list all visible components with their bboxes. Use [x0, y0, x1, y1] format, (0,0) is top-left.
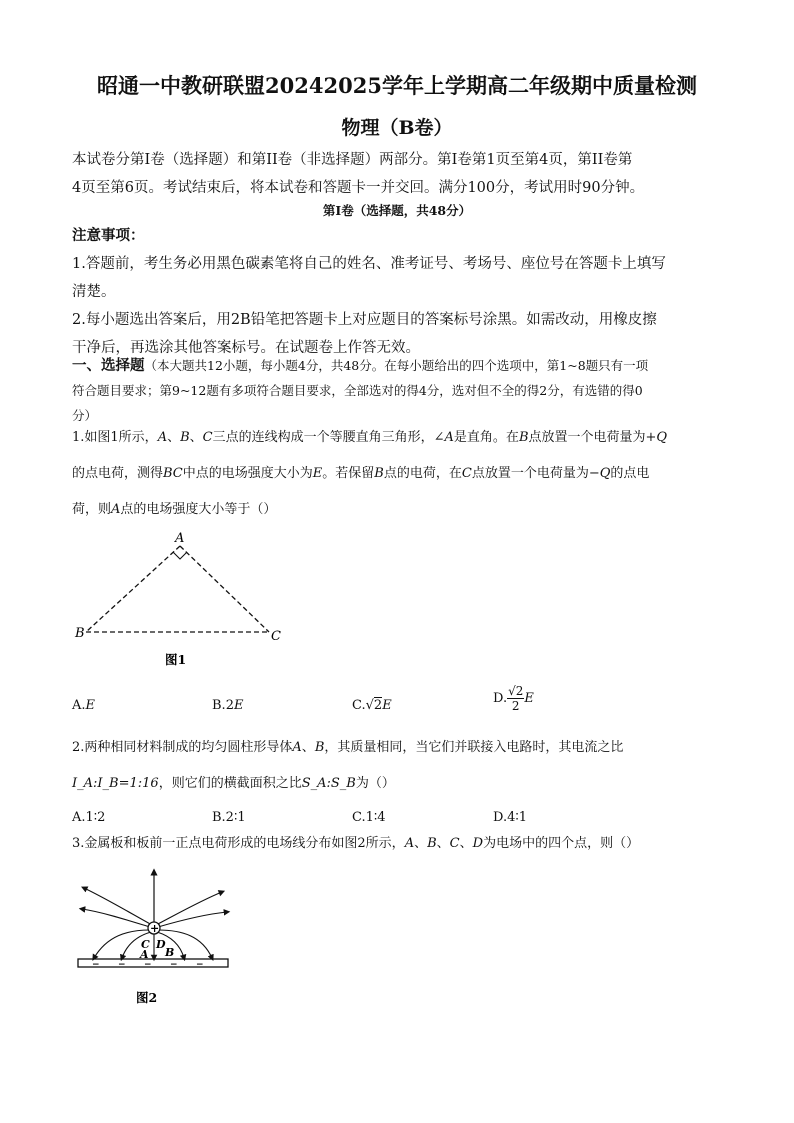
q2-option-a: A.1∶2	[72, 810, 106, 825]
metal-plate	[78, 959, 228, 967]
figure-1-caption: 图1	[165, 652, 187, 667]
q1-option-a: A.E	[72, 698, 96, 713]
question-2-text: 2.两种相同材料制成的均匀圆柱形导体A、B，其质量相同，当它们并联接入电路时，其电流之比 I_A:I_B=1:16，则它们的横截面积之比S_A:S_B为（）	[72, 740, 624, 791]
section1-heading: 一、选择题	[72, 357, 145, 374]
positive-charge-sign: +	[150, 922, 160, 935]
page-subtitle: 物理（B卷）	[341, 117, 453, 139]
q2-option-d: D.4∶1	[493, 810, 528, 825]
vertex-label-c: C	[271, 629, 281, 644]
figure-2-caption: 图2	[136, 990, 158, 1005]
vertex-label-a: A	[175, 531, 185, 546]
point-label-b: B	[165, 946, 175, 959]
area-ratio: S_A:S_B	[301, 776, 356, 791]
point-label-a: A	[140, 948, 149, 961]
question-3-text: 3.金属板和板前一正点电荷形成的电场线分布如图2所示，A、B、C、D为电场中的四个点，则（）	[72, 836, 640, 851]
triangle-side-ac	[180, 546, 269, 632]
plate-negative-sign: −	[170, 960, 178, 970]
right-angle-mark	[173, 552, 187, 559]
triangle-side-ab	[86, 546, 180, 632]
part1-title: 第I卷（选择题，共48分）	[322, 203, 472, 218]
notice-block: 注意事项： 1.答题前，考生务必用黑色碳素笔将自己的姓名、准考证号、考场号、座位号在答题卡上填写 清楚。 2.每小题选出答案后，用2B铅笔把答题卡上对应题目的答案标号涂黑。如需改动，用橡皮擦 干净后，再选涂其他答案标号。在试题卷上作答无效。	[72, 222, 732, 362]
q2-option-b: B.2∶1	[212, 810, 246, 825]
notice-heading: 注意事项：	[72, 227, 145, 244]
plate-negative-sign: −	[196, 960, 204, 970]
page-title: 昭通一中教研联盟20242025学年上学期高二年级期中质量检测	[97, 73, 697, 98]
field-line	[84, 888, 152, 925]
q1-option-d: D. $\frac{√2}{2}$ E	[493, 684, 534, 713]
plate-negative-sign: −	[118, 960, 126, 970]
field-line	[156, 892, 222, 925]
figure-1-triangle	[72, 528, 302, 673]
section1-description: 一、选择题（本大题共12小题，每小题4分，共48分。在每小题给出的四个选项中，第1~8题只有一项 符合题目要求；第9~12题有多项符合题目要求，全部选对的得4分，选对但不全的得2分，有选错的得0 分）	[72, 357, 649, 423]
figure-2-field-lines	[72, 864, 242, 1014]
intro-paragraph: 本试卷分第I卷（选择题）和第II卷（非选择题）两部分。第I卷第1页至第4页，第II卷第 4页至第6页。考试结束后，将本试卷和答题卡一并交回。满分100分，考试用时90分钟。	[72, 152, 645, 196]
question-1-text: 1.如图1所示，A、B、C三点的连线构成一个等腰直角三角形，∠A是直角。在B点放置一个电荷量为+Q 的点电荷，测得BC中点的电场强度大小为E。若保留B点的电荷，在C点放置一个电荷量为−Q的点电 荷，则A点的电场强度大小等于（）	[72, 430, 668, 517]
plate-negative-sign: −	[144, 960, 152, 970]
point-label-c: C	[141, 938, 150, 951]
q1-option-b: B.2E	[212, 698, 244, 713]
current-ratio: I_A:I_B=1:16	[72, 776, 159, 791]
field-line	[158, 912, 227, 927]
vertex-label-b: B	[75, 626, 85, 641]
plate-negative-sign: −	[92, 960, 100, 970]
q2-option-c: C.1∶4	[352, 810, 386, 825]
point-label-d: D	[156, 938, 166, 951]
q1-option-c: C.√2E	[352, 698, 392, 713]
